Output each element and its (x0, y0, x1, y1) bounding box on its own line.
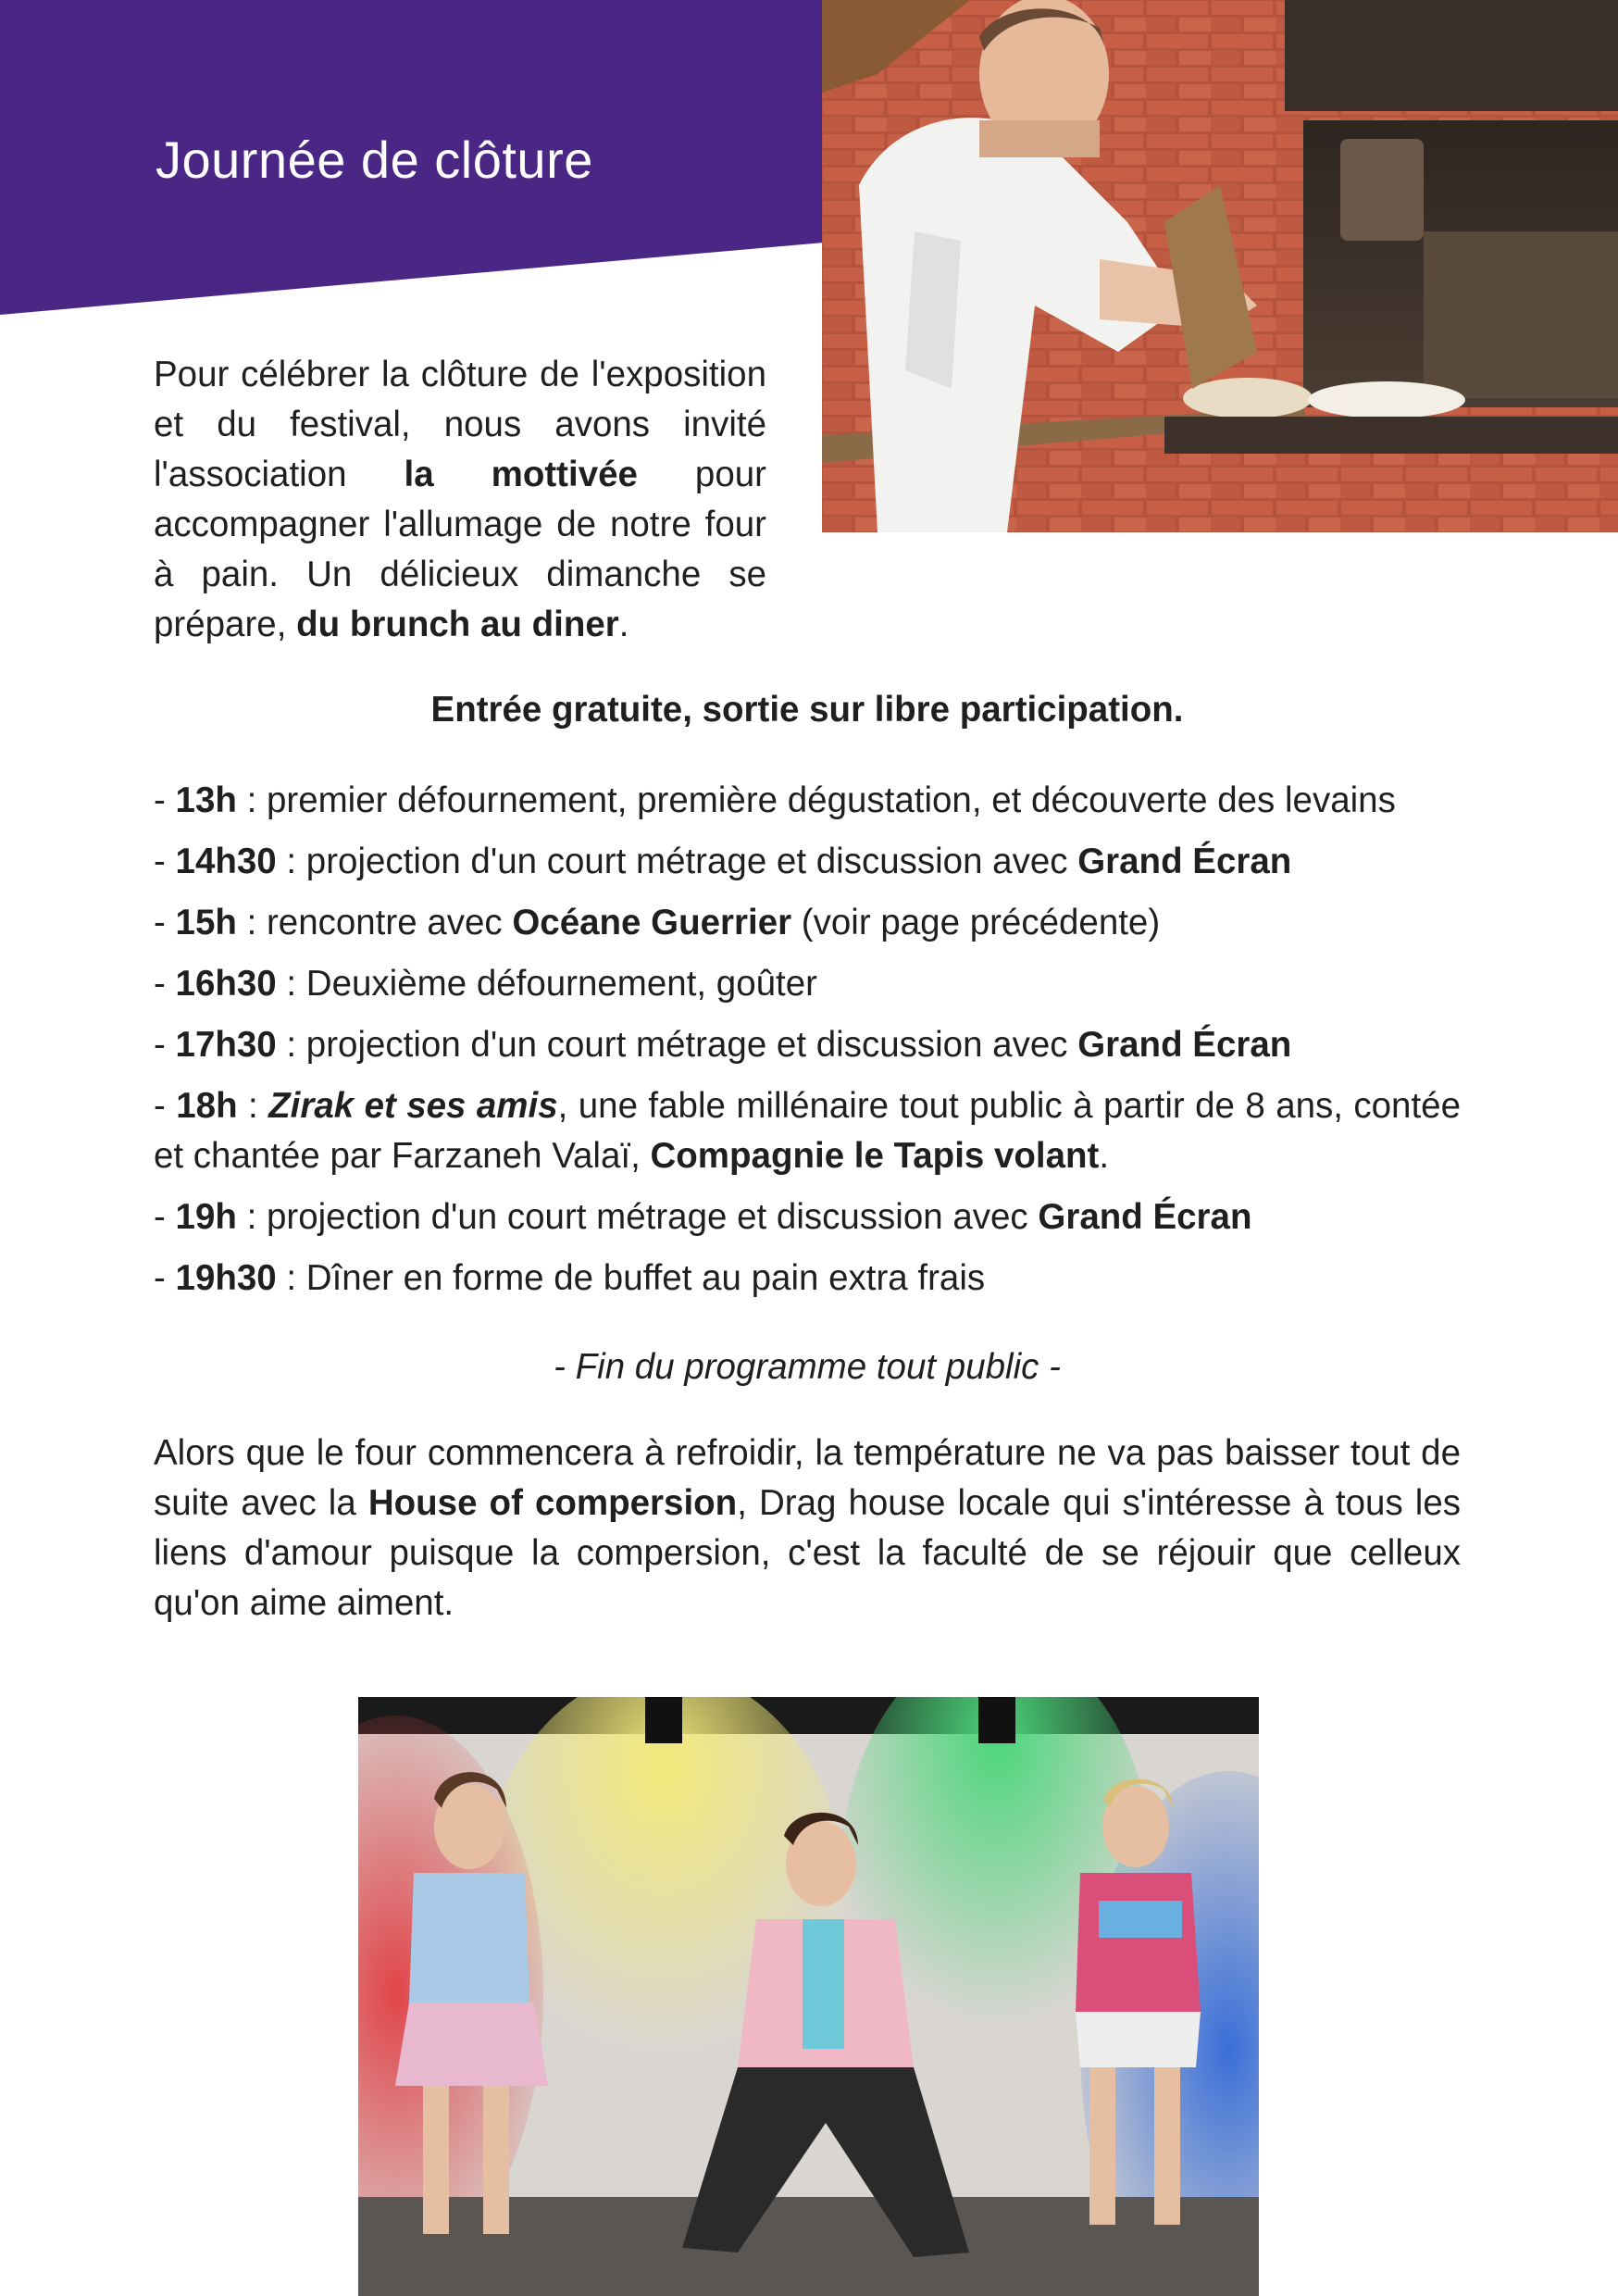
item-dash: - (154, 842, 176, 881)
show-title: Zirak et ses amis (268, 1086, 558, 1126)
schedule-time: 17h30 (175, 1025, 277, 1065)
schedule-time: 16h30 (175, 964, 277, 1004)
partner-name: Grand Écran (1038, 1197, 1252, 1237)
intro-highlight: du brunch au diner (296, 605, 619, 644)
partner-name: Grand Écran (1077, 842, 1292, 881)
schedule-description: , une fable millénaire tout public à partir de 8 ans, contée et chantée par Farzaneh Valaï, (154, 1086, 1461, 1176)
item-sep: : (236, 903, 267, 942)
schedule-description: projection d'un court métrage et discussion avec (266, 1197, 1039, 1237)
schedule-description: Deuxième défournement, goûter (305, 964, 817, 1004)
schedule-item (154, 1254, 1461, 1304)
association-name: la mottivée (404, 455, 638, 494)
item-sep: : (276, 964, 306, 1004)
schedule-description: rencontre avec (266, 903, 513, 942)
schedule-description: projection d'un court métrage et discussion avec (305, 1025, 1078, 1065)
entry-note (154, 685, 1461, 735)
schedule-item (154, 837, 1461, 887)
guest-name: Océane Guerrier (512, 903, 792, 942)
closing-text-end: , Drag house locale qui s'intéresse à tous les liens d'amour puisque la compersion, c'est la faculté de se réjouir que celleux qu'on aime aiment. (154, 1483, 1461, 1623)
schedule-time: 19h30 (175, 1258, 277, 1298)
baker-oven-photo (822, 0, 1618, 532)
item-dash: - (154, 1025, 176, 1065)
entry-suffix: . (1173, 690, 1184, 730)
partner-name: Grand Écran (1077, 1025, 1292, 1065)
entry-bold: Entrée gratuite, sortie sur libre participation (430, 690, 1174, 730)
schedule-description: premier défournement, première dégustation, et découverte des levains (266, 780, 1396, 820)
item-dash: - (154, 903, 176, 942)
item-dash: - (154, 1258, 176, 1298)
schedule-description-end: . (1099, 1136, 1110, 1176)
intro-paragraph (154, 350, 766, 650)
schedule-list (154, 776, 1461, 1315)
schedule-time: 13h (175, 780, 237, 820)
page-title: Journée de clôture (156, 131, 593, 189)
schedule-item (154, 959, 1461, 1009)
item-sep: : (237, 1086, 269, 1126)
closing-paragraph (154, 1429, 1461, 1628)
item-dash: - (154, 1086, 177, 1126)
item-sep: : (236, 780, 267, 820)
drag-performers-photo (358, 1697, 1259, 2296)
schedule-item (154, 898, 1461, 948)
intro-text-start: Pour célébrer la clôture de l'exposition et du festival, nous avons invité l'association (154, 355, 766, 494)
item-dash: - (154, 1197, 176, 1237)
closing-text-start: Alors que le four commencera à refroidir, la température ne va pas baisser tout de suite avec la (154, 1433, 1461, 1523)
intro-text-middle: pour accompagner l'allumage de notre four à pain. Un délicieux dimanche se prépare, (154, 455, 766, 644)
item-sep: : (236, 1197, 267, 1237)
program-end-note: - Fin du programme tout public - (554, 1347, 1061, 1387)
schedule-time: 18h (176, 1086, 238, 1126)
schedule-item (154, 1081, 1461, 1181)
company-name: Compagnie le Tapis volant (650, 1136, 1100, 1176)
item-dash: - (154, 780, 176, 820)
schedule-time: 19h (175, 1197, 237, 1237)
drag-house-name: House of compersion (367, 1483, 738, 1523)
schedule-time: 15h (175, 903, 237, 942)
schedule-item (154, 1192, 1461, 1242)
item-sep: : (276, 1258, 306, 1298)
schedule-description-end: (voir page précédente) (791, 903, 1161, 942)
schedule-description: projection d'un court métrage et discussion avec (305, 842, 1078, 881)
schedule-item (154, 776, 1461, 826)
item-sep: : (276, 842, 306, 881)
schedule-description: Dîner en forme de buffet au pain extra frais (305, 1258, 986, 1298)
schedule-item (154, 1020, 1461, 1070)
item-sep: : (276, 1025, 306, 1065)
schedule-time: 14h30 (175, 842, 277, 881)
item-dash: - (154, 964, 176, 1004)
intro-text-end: . (618, 605, 629, 644)
